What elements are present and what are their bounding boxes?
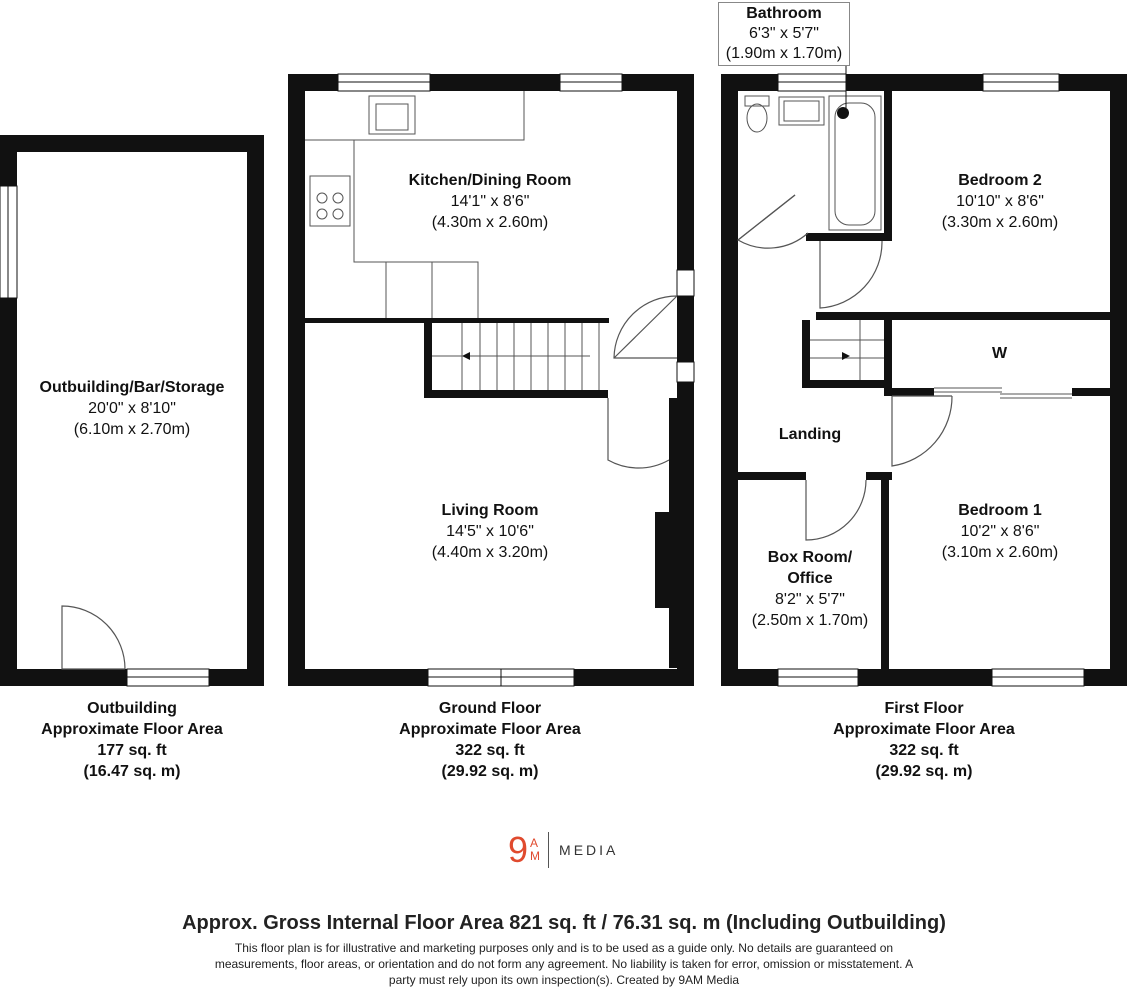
- room-metric: (6.10m x 2.70m): [73, 421, 191, 438]
- room-imperial: 8'2" x 5'7": [775, 591, 845, 608]
- room-metric: (2.50m x 1.70m): [751, 612, 869, 629]
- logo-a: A: [530, 836, 539, 850]
- room-imperial: 10'2" x 8'6": [960, 523, 1040, 540]
- company-logo: [508, 830, 618, 870]
- room-name: Bedroom 2: [958, 172, 1042, 189]
- room-metric: (1.90m x 1.70m): [725, 45, 843, 62]
- room-metric: (4.40m x 3.20m): [431, 544, 549, 561]
- room-name-line1: Box Room/: [767, 549, 853, 566]
- logo-m: M: [530, 849, 541, 863]
- bathroom-label: [718, 2, 850, 66]
- area-sqft: 177 sq. ft: [97, 742, 167, 759]
- area-sqm: (16.47 sq. m): [83, 763, 181, 780]
- logo-divider: [548, 832, 549, 868]
- first-floor-area: [774, 698, 1074, 782]
- gross-floor-area: Approx. Gross Internal Floor Area 821 sq. ft / 76.31 sq. m (Including Outbuilding): [182, 912, 946, 934]
- area-subtitle: Approximate Floor Area: [41, 721, 223, 738]
- area-title: Outbuilding: [87, 700, 177, 717]
- logo-nine: 9: [508, 829, 529, 870]
- area-sqft: 322 sq. ft: [455, 742, 525, 759]
- living-room-label: [380, 500, 600, 563]
- outbuilding-room-label: [17, 377, 247, 440]
- room-metric: (3.30m x 2.60m): [941, 214, 1059, 231]
- logo-am: [530, 837, 540, 863]
- wardrobe-label: W: [992, 345, 1008, 362]
- area-subtitle: Approximate Floor Area: [399, 721, 581, 738]
- room-imperial: 10'10" x 8'6": [956, 193, 1044, 210]
- area-title: Ground Floor: [438, 700, 542, 717]
- landing-label: [760, 424, 860, 445]
- room-name: Bathroom: [746, 5, 822, 22]
- room-metric: (4.30m x 2.60m): [431, 214, 549, 231]
- room-name: Bedroom 1: [958, 502, 1042, 519]
- landing-text: Landing: [778, 426, 842, 443]
- area-subtitle: Approximate Floor Area: [833, 721, 1015, 738]
- room-imperial: 14'1" x 8'6": [450, 193, 530, 210]
- room-name: Living Room: [441, 502, 539, 519]
- room-imperial: 20'0" x 8'10": [88, 400, 176, 417]
- boxroom-label: [740, 547, 880, 631]
- room-name-line2: Office: [787, 570, 833, 587]
- room-metric: (3.10m x 2.60m): [941, 544, 1059, 561]
- room-name: Outbuilding/Bar/Storage: [39, 379, 225, 396]
- bedroom1-label: [900, 500, 1100, 563]
- outbuilding-area: [0, 698, 264, 782]
- room-name: Kitchen/Dining Room: [408, 172, 572, 189]
- area-title: First Floor: [884, 700, 964, 717]
- kitchen-room-label: [360, 170, 620, 233]
- area-sqm: (29.92 sq. m): [441, 763, 539, 780]
- area-sqft: 322 sq. ft: [889, 742, 959, 759]
- disclaimer: This floor plan is for illustrative and marketing purposes only and is to be used as a guide only. No details are guaranteed on measurements, floor areas, or orientation and do not form any agreement. No liability is taken for error, omission or misstatement. A party must rely upon its own inspection(s). Created by 9AM Media: [214, 941, 914, 987]
- bedroom2-label: [900, 170, 1100, 233]
- ground-floor-area: [340, 698, 640, 782]
- room-imperial: 6'3" x 5'7": [749, 25, 819, 42]
- logo-media: MEDIA: [559, 842, 619, 858]
- area-sqm: (29.92 sq. m): [875, 763, 973, 780]
- room-imperial: 14'5" x 10'6": [446, 523, 534, 540]
